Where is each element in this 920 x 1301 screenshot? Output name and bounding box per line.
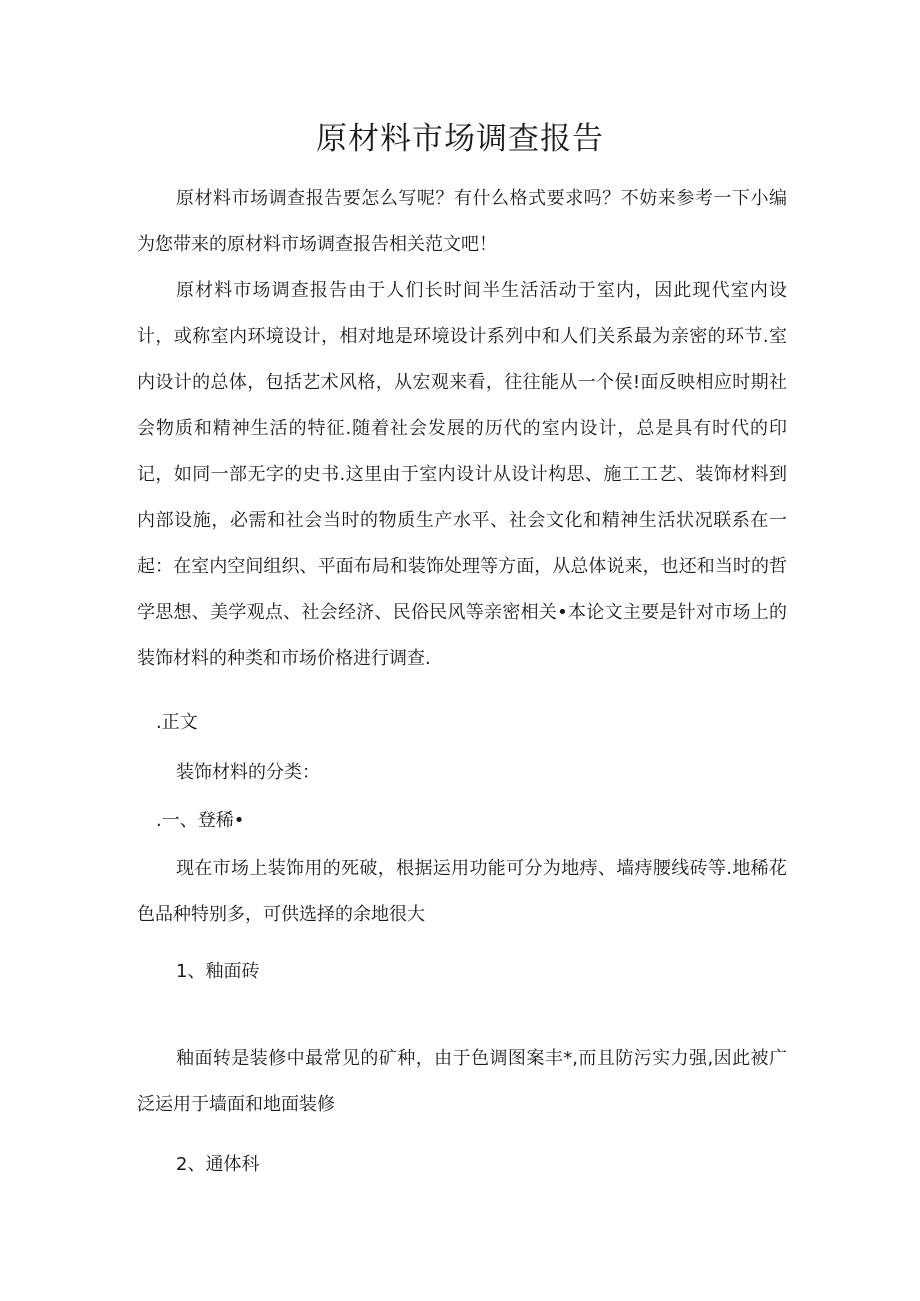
classification-heading: 装饰材料的分类：: [176, 762, 320, 783]
document-title: 原材料市场调查报告: [316, 121, 604, 157]
subsection-paragraph: 现在市场上装饰用的死破，根据运用功能可分为地痔、墙痔腰线砖等.地稀花色品种特别多，可供选择的余地很大: [137, 858, 787, 925]
body-paragraph: 原材料市场调查报告由于人们长时间半生活活动于室内，因此现代室内设计，或称室内环境设计，相对地是环境设计系列中和人们关系最为亲密的环节.室内设计的总体，包括艺术风格，从宏观来看，往往能从一个侯!面反映相应时期社会物质和精神生活的特征.随着社会发展的历代的室内设计，总是具有时代的印记，如同一部无字的史书.这里由于室内设计从设计构思、施工工艺、装饰材料到内部设施，必需和社会当时的物质生产水平、社会文化和精神生活状况联系在一起：在室内空间组织、平面布局和装饰处理等方面，从总体说来，也还和当时的哲学思想、美学观点、社会经济、民俗民风等亲密相关•本论文主要是针对市场上的装饰材料的种类和市场价格进行调查.: [137, 280, 787, 669]
intro-paragraph: 原材料市场调查报告要怎么写呢？有什么格式要求吗？不妨来参考一下小编为您带来的原材料市场调查报告相关范文吧！: [137, 188, 787, 255]
item-paragraph-glazed-tile: 釉面转是装修中最常见的矿种，由于色调图案丰*,而且防污实力强,因此被广泛运用于墙面和地面装修: [137, 1048, 787, 1115]
section-heading: .正文: [156, 712, 198, 733]
item-heading-full-body-tile: 2、通体科: [176, 1154, 260, 1175]
subsection-heading: .一、登稀•: [156, 810, 245, 831]
item-heading-glazed-tile: 1、釉面砖: [176, 961, 260, 982]
